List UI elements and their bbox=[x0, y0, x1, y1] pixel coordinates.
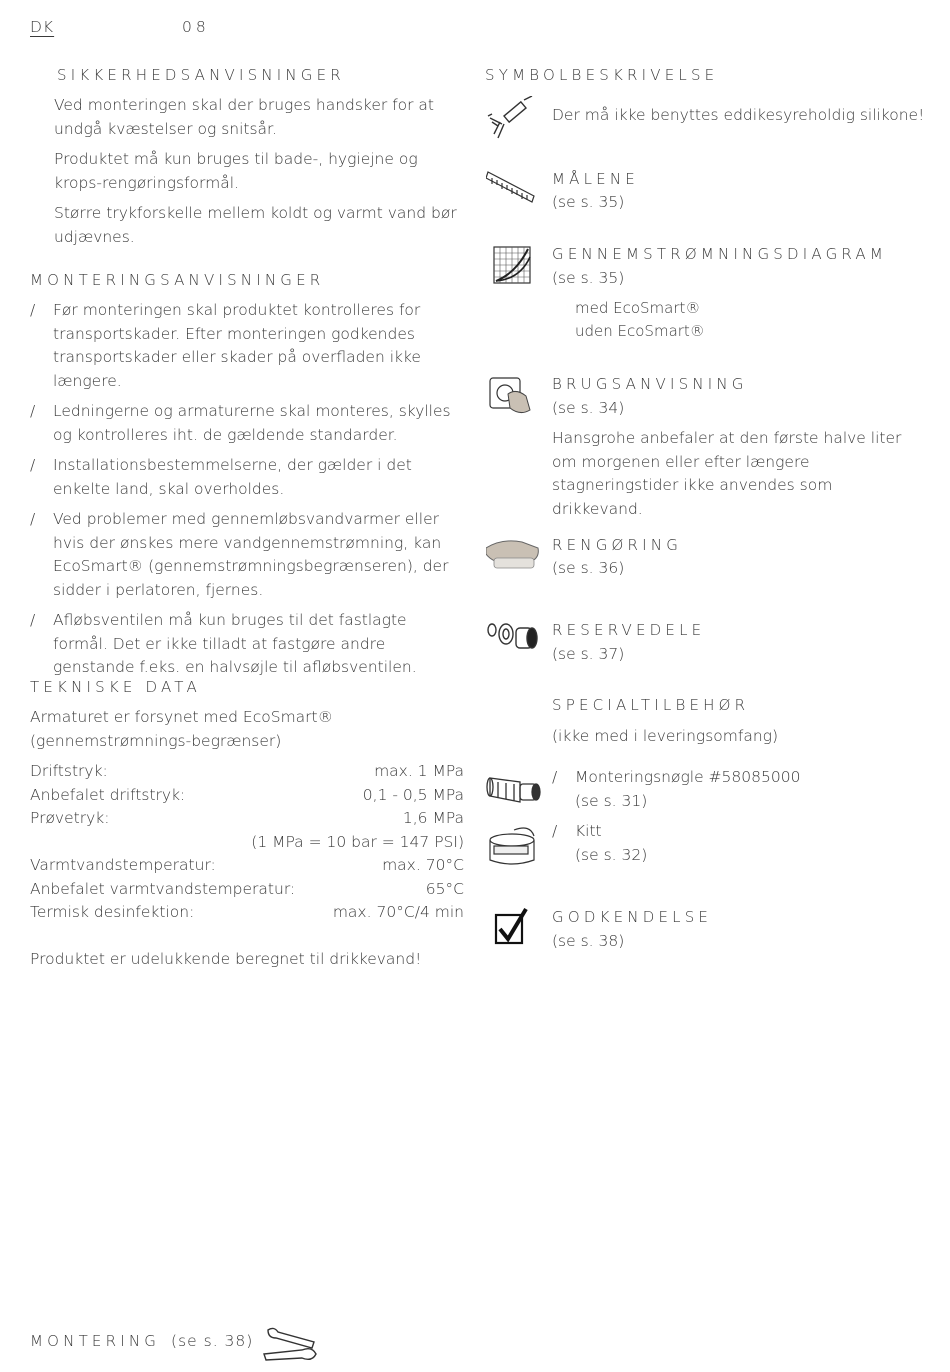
mounting-title: MONTERINGSANVISNINGER bbox=[30, 271, 325, 289]
cleaning-ref: (se s. 36) bbox=[552, 559, 625, 577]
mounting-list bbox=[30, 299, 466, 680]
language-code: DK bbox=[30, 18, 55, 36]
safety-paragraph-3: Større trykforskelle mellem koldt og varmt vand bør udjævnes. bbox=[54, 204, 457, 246]
tech-label: Termisk desinfektion: bbox=[30, 903, 195, 921]
flow-ref: (se s. 35) bbox=[552, 269, 625, 287]
mounting-item-2: / Ledningerne og armaturerne skal monteres, skylles og kontrolleres iht. de gældende standarder. bbox=[30, 400, 466, 447]
accessory-slash: / bbox=[552, 768, 558, 786]
accessory-putty-name: Kitt bbox=[575, 822, 602, 840]
usage-title: BRUGSANVISNING bbox=[552, 375, 748, 393]
tech-label: Anbefalet varmtvandstemperatur: bbox=[30, 879, 296, 898]
tech-label: Anbefalet driftstryk: bbox=[30, 785, 186, 804]
tech-label: Varmtvandstemperatur: bbox=[30, 856, 216, 874]
ruler-icon bbox=[486, 168, 536, 212]
accessory-key-name: Monteringsnøgle #58085000 bbox=[575, 768, 801, 786]
flow-title: GENNEMSTRØMNINGSDIAGRAM bbox=[552, 245, 888, 263]
parts-title: RESERVEDELE bbox=[552, 621, 706, 639]
usage-ref: (se s. 34) bbox=[552, 399, 625, 417]
accessories-title: SPECIALTILBEHØR bbox=[552, 696, 750, 714]
silicone-gun-icon bbox=[486, 96, 536, 140]
accessories-subtitle: (ikke med i leveringsomfang) bbox=[552, 727, 778, 745]
tech-label: Prøvetryk: bbox=[30, 809, 110, 827]
approval-ref: (se s. 38) bbox=[552, 932, 625, 950]
tech-row bbox=[30, 760, 464, 784]
accessory-putty-ref: (se s. 32) bbox=[575, 846, 648, 864]
dimensions-ref: (se s. 35) bbox=[552, 193, 625, 211]
tech-row bbox=[30, 784, 464, 808]
putty-tin-icon bbox=[486, 826, 538, 870]
tech-row bbox=[30, 807, 464, 831]
mounting-item-4: / Ved problemer med gennemløbsvandvarmer eller hvis der ønskes mere vandgennemstrømning, kan EcoSmart® (gennemstrømningsbegrænseren), der sidder i perlatoren, fjernes. bbox=[30, 508, 466, 602]
flow-with-ecosmart: med EcoSmart® bbox=[575, 299, 701, 317]
approval-checkmark-icon bbox=[486, 905, 536, 949]
safety-paragraph-2: Produktet må kun bruges til bade-, hygiejne og krops-rengøringsformål. bbox=[54, 150, 418, 192]
mounting-item-5: / Afløbsventilen må kun bruges til det fastlagte formål. Det er ikke tilladt at fastgøre andre genstande f.eks. en halvsøjle til afløbsventilen. bbox=[30, 609, 466, 680]
flow-diagram-icon bbox=[486, 243, 536, 287]
tech-row bbox=[30, 854, 464, 878]
tech-value: (1 MPa = 10 bar = 147 PSI) bbox=[251, 832, 464, 851]
tech-value: 1,6 MPa bbox=[402, 809, 464, 827]
safety-section bbox=[54, 94, 464, 256]
dimensions-title: MÅLENE bbox=[552, 170, 639, 188]
page-number: 08 bbox=[182, 18, 210, 36]
mounting-item-1: / Før monteringen skal produktet kontrolleres for transportskader. Efter monteringen godkendes transportskader eller skader på overfladen ikke længere. bbox=[30, 299, 466, 393]
tech-intro: Armaturet er forsynet med EcoSmart® (gennemstrømnings-begrænser) bbox=[30, 708, 334, 750]
tech-row bbox=[30, 901, 464, 925]
safety-paragraph-1: Ved monteringen skal der bruges handsker for at undgå kvæstelser og snitsår. bbox=[54, 96, 435, 138]
tech-row bbox=[30, 878, 464, 902]
approval-title: GODKENDELSE bbox=[552, 908, 713, 926]
tech-value: 0,1 - 0,5 MPa bbox=[362, 785, 464, 804]
parts-ref: (se s. 37) bbox=[552, 645, 625, 663]
accessory-slash: / bbox=[552, 822, 558, 840]
footer-title: MONTERING bbox=[30, 1332, 161, 1350]
tech-label: Driftstryk: bbox=[30, 762, 108, 780]
footer bbox=[30, 1330, 253, 1354]
tech-value: max. 70°C/4 min bbox=[332, 903, 464, 921]
tech-value: max. 70°C bbox=[382, 856, 464, 874]
mounting-item-3: / Installationsbestemmelserne, der gælder i det enkelte land, skal overholdes. bbox=[30, 454, 466, 501]
cleaning-hand-icon bbox=[486, 532, 542, 576]
tech-table bbox=[30, 760, 464, 925]
silicone-warning: Der må ikke benyttes eddikesyreholdig silikone! bbox=[552, 106, 925, 124]
mounting-section bbox=[30, 299, 466, 687]
tech-row bbox=[30, 831, 464, 855]
footer-ref: (se s. 38) bbox=[171, 1332, 254, 1350]
flow-without-ecosmart: uden EcoSmart® bbox=[575, 322, 705, 340]
symbols-title: SYMBOLBESKRIVELSE bbox=[485, 66, 719, 84]
tech-value: 65°C bbox=[425, 879, 464, 898]
hand-tap-icon bbox=[486, 374, 536, 418]
tech-title: TEKNISKE DATA bbox=[30, 678, 201, 696]
tech-note: Produktet er udelukkende beregnet til drikkevand! bbox=[30, 950, 422, 968]
tools-icon bbox=[262, 1324, 318, 1364]
safety-title: SIKKERHEDSANVISNINGER bbox=[57, 66, 345, 84]
cleaning-title: RENGØRING bbox=[552, 536, 683, 554]
accessory-key-ref: (se s. 31) bbox=[575, 792, 648, 810]
spare-parts-icon bbox=[486, 616, 542, 660]
usage-text: Hansgrohe anbefaler at den første halve liter om morgenen eller efter længere stagneringstider ikke anvendes som drikkevand. bbox=[552, 429, 902, 518]
tech-value: max. 1 MPa bbox=[374, 762, 464, 780]
mounting-key-icon bbox=[486, 768, 542, 812]
